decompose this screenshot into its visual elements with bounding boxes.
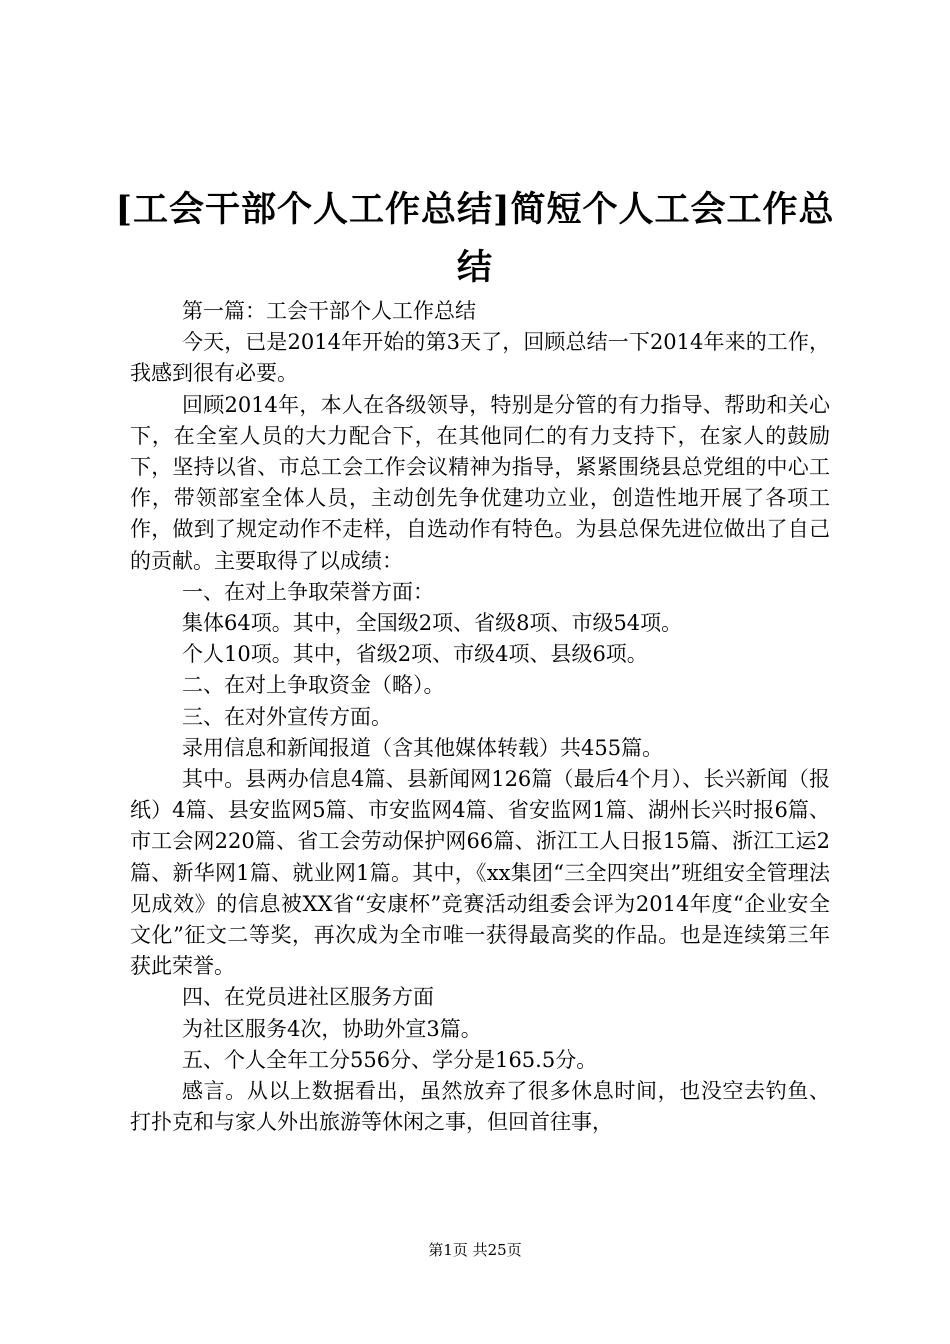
paragraph: 回顾2014年，本人在各级领导，特别是分管的有力指导、帮助和关心下，在全室人员的大力配合下，在其他同仁的有力支持下，在家人的鼓励下，坚持以省、市总工会工作会议精神为指导，紧紧围绕县总党组的中心工作，带领部室全体人员，主动创先争优建功立业，创造性地开展了各项工作，做到了规定动作不走样，自选动作有特色。为县总保先进位做出了自己的贡献。主要取得了以成绩： <box>130 392 830 573</box>
document-title-line-1: [工会干部个人工作总结]简短个人工会工作总 <box>115 189 835 230</box>
paragraph: 今天，已是2014年开始的第3天了，回顾总结一下2014年来的工作，我感到很有必要。 <box>130 330 830 386</box>
paragraph: 录用信息和新闻报道（含其他媒体转载）共455篇。 <box>182 735 664 760</box>
paragraph: 个人10项。其中，省级2项、市级4项、县级6项。 <box>182 642 648 667</box>
paragraph: 为社区服务4次，协助外宣3篇。 <box>182 1016 482 1041</box>
document-body <box>130 296 830 1138</box>
page-footer: 第1页 共25页 <box>428 1241 522 1259</box>
document-title-line-2: 结 <box>456 247 493 288</box>
list-heading: 三、在对外宣传方面。 <box>182 704 392 729</box>
list-heading: 二、在对上争取资金（略）。 <box>182 673 445 698</box>
list-heading: 四、在党员进社区服务方面 <box>182 985 434 1010</box>
paragraph: 其中。县两办信息4篇、县新闻网126篇（最后4个月）、长兴新闻（报纸）4篇、县安监网5篇、市安监网4篇、省安监网1篇、湖州长兴时报6篇、市工会网220篇、省工会劳动保护网66篇、浙江工人日报15篇、浙江工运2篇、新华网1篇、就业网1篇。其中，《xx集团“三全四突出”班组安全管理法见成效》的信息被XX省“安康杯”竞赛活动组委会评为2014年度“企业安全文化”征文二等奖，再次成为全市唯一获得最高奖的作品。也是连续第三年获此荣誉。 <box>130 767 830 979</box>
paragraph: 集体64项。其中，全国级2项、省级8项、市级54项。 <box>182 611 683 636</box>
list-heading: 一、在对上争取荣誉方面： <box>182 579 434 604</box>
list-heading: 五、个人全年工分556分、学分是165.5分。 <box>182 1047 598 1072</box>
section-heading: 第一篇：工会干部个人工作总结 <box>182 299 476 323</box>
paragraph: 感言。从以上数据看出，虽然放弃了很多休息时间，也没空去钓鱼、打扑克和与家人外出旅游等休闲之事，但回首往事， <box>130 1079 830 1135</box>
